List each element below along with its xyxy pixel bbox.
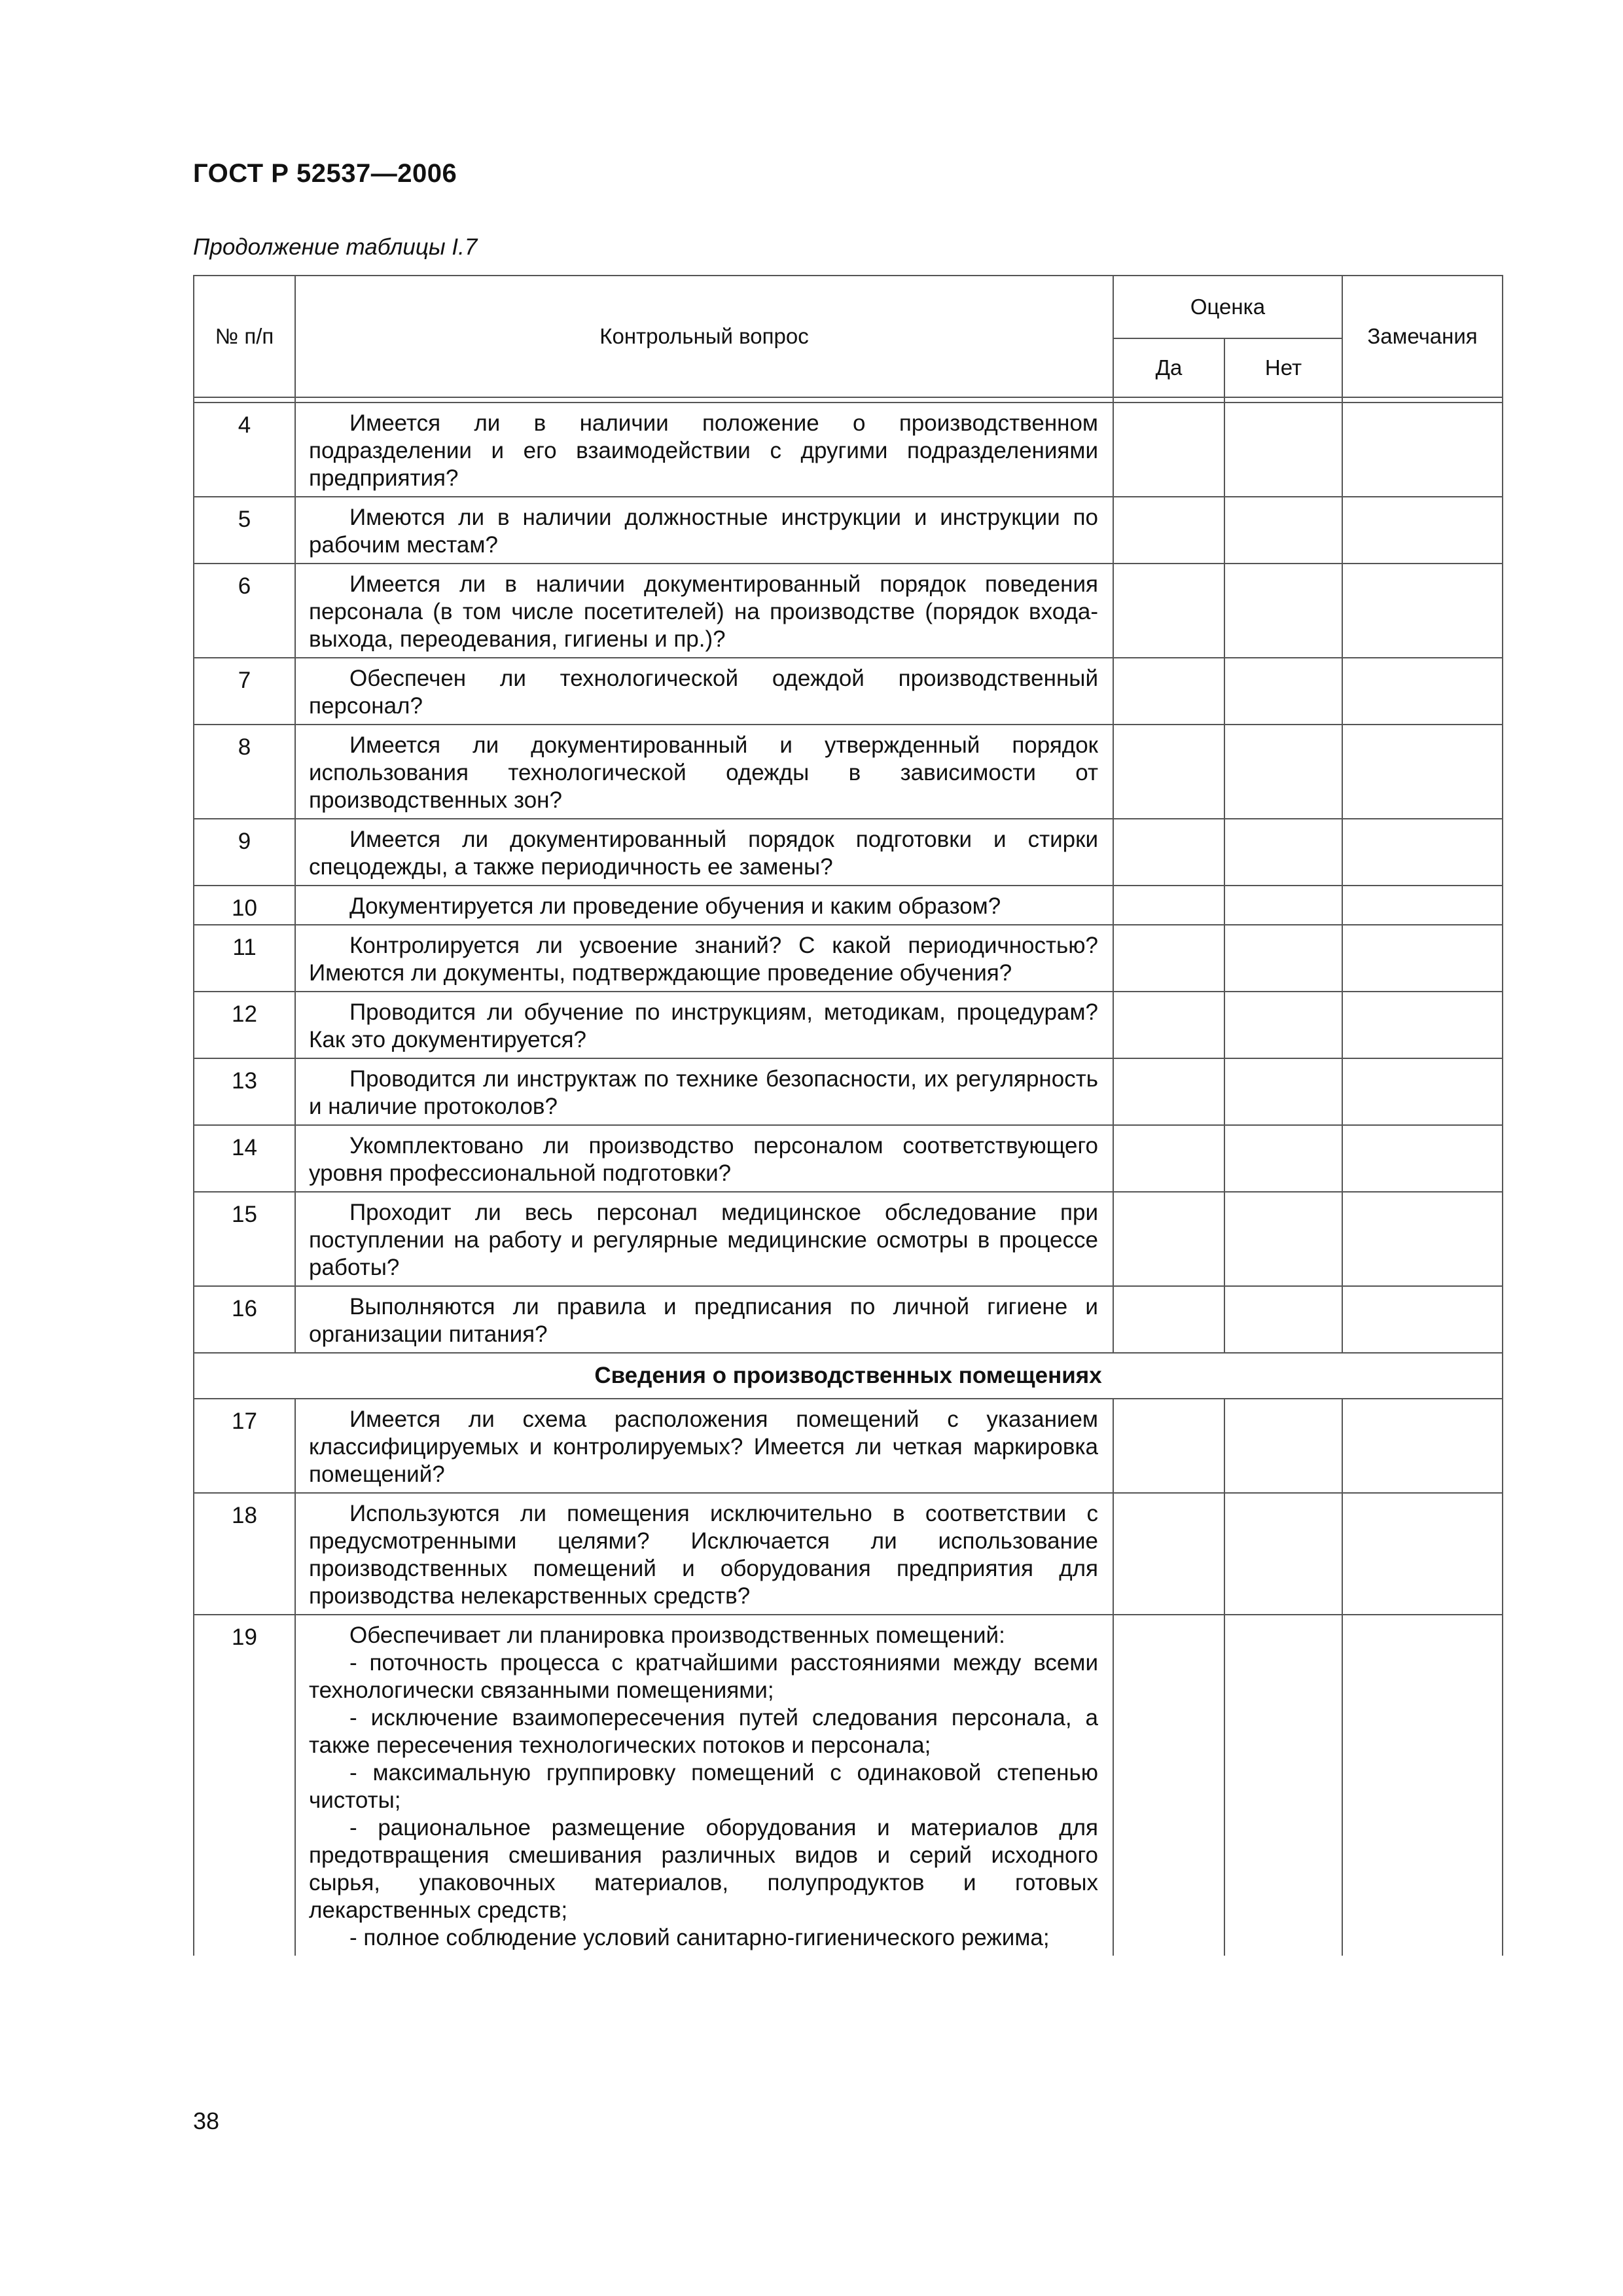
no-cell	[1224, 819, 1342, 886]
table-row	[194, 1493, 1503, 1615]
question-cell	[295, 1615, 1113, 1956]
col-header-yes: Да	[1113, 338, 1224, 397]
remarks-cell	[1342, 992, 1503, 1058]
table-row	[194, 886, 1503, 925]
no-cell	[1224, 1399, 1342, 1493]
yes-cell	[1113, 925, 1224, 992]
no-cell	[1224, 658, 1342, 725]
col-header-question: Контрольный вопрос	[295, 276, 1113, 397]
table-row	[194, 992, 1503, 1058]
question-text: Проходит ли весь персонал медицинское обследование при поступлении на работу и регулярные медицинские осмотры в процессе работы?	[309, 1200, 1098, 1280]
no-cell	[1224, 725, 1342, 819]
no-cell	[1224, 1615, 1342, 1956]
remarks-cell	[1342, 1615, 1503, 1956]
checklist-table	[193, 275, 1503, 1956]
no-cell	[1224, 1493, 1342, 1615]
table-row	[194, 819, 1503, 886]
no-cell	[1224, 1058, 1342, 1125]
no-cell	[1224, 925, 1342, 992]
question-text: Имеется ли документированный и утвержденный порядок использования технологической одежды в зависимости от производственных зон?	[309, 732, 1098, 813]
table-row	[194, 1192, 1503, 1286]
row-number: 8	[194, 725, 295, 819]
question-cell	[295, 1286, 1113, 1353]
table-row	[194, 403, 1503, 497]
question-text: Имеется ли в наличии положение о производственном подразделении и его взаимодействии с другими подразделениями предприятия?	[309, 410, 1098, 491]
section-title: Сведения о производственных помещениях	[194, 1353, 1503, 1399]
remarks-cell	[1342, 1399, 1503, 1493]
row-number: 10	[194, 886, 295, 925]
list-item: - поточность процесса с кратчайшими расстояниями между всеми технологически связанными помещениями;	[309, 1650, 1098, 1703]
row-number: 14	[194, 1125, 295, 1192]
row-number: 19	[194, 1615, 295, 1956]
question-text: Обеспечивает ли планировка производственных помещений:	[349, 1623, 1005, 1648]
no-cell	[1224, 1286, 1342, 1353]
table-row	[194, 658, 1503, 725]
remarks-cell	[1342, 725, 1503, 819]
list-item: - полное соблюдение условий санитарно-гигиенического режима;	[349, 1925, 1050, 1950]
yes-cell	[1113, 886, 1224, 925]
row-number: 6	[194, 564, 295, 658]
row-number: 5	[194, 497, 295, 564]
remarks-cell	[1342, 564, 1503, 658]
yes-cell	[1113, 992, 1224, 1058]
page-number: 38	[193, 2108, 220, 2134]
row-number: 13	[194, 1058, 295, 1125]
question-cell	[295, 819, 1113, 886]
list-item: - исключение взаимопересечения путей следования персонала, а также пересечения технологических потоков и персонала;	[309, 1705, 1098, 1758]
yes-cell	[1113, 497, 1224, 564]
question-cell	[295, 403, 1113, 497]
question-text: Используются ли помещения исключительно в соответствии с предусмотренными целями? Исключается ли использование производственных помещений и оборудования предприятия для производства нелекарственных средств?	[309, 1501, 1098, 1609]
list-item: - рациональное размещение оборудования и материалов для предотвращения смешивания различных видов и серий исходного сырья, упаковочных материалов, полупродуктов и готовых лекарственных средств;	[309, 1815, 1098, 1923]
table-caption: Продолжение таблицы I.7	[193, 234, 478, 260]
remarks-cell	[1342, 1286, 1503, 1353]
row-number: 12	[194, 992, 295, 1058]
remarks-cell	[1342, 925, 1503, 992]
section-row	[194, 1353, 1503, 1399]
remarks-cell	[1342, 658, 1503, 725]
row-number: 11	[194, 925, 295, 992]
remarks-cell	[1342, 497, 1503, 564]
yes-cell	[1113, 1192, 1224, 1286]
question-cell	[295, 1058, 1113, 1125]
question-text: Имеется ли схема расположения помещений с указанием классифицируемых и контролируемых? Имеется ли четкая маркировка помещений?	[309, 1407, 1098, 1487]
question-text: Выполняются ли правила и предписания по личной гигиене и организации питания?	[309, 1294, 1098, 1347]
table-row	[194, 497, 1503, 564]
no-cell	[1224, 403, 1342, 497]
document-header: ГОСТ Р 52537—2006	[193, 159, 457, 188]
yes-cell	[1113, 658, 1224, 725]
question-text: Имеются ли в наличии должностные инструкции и инструкции по рабочим местам?	[309, 505, 1098, 558]
question-cell	[295, 1192, 1113, 1286]
table-row	[194, 725, 1503, 819]
no-cell	[1224, 886, 1342, 925]
yes-cell	[1113, 1286, 1224, 1353]
yes-cell	[1113, 564, 1224, 658]
question-text: Обеспечен ли технологической одеждой производственный персонал?	[309, 666, 1098, 719]
no-cell	[1224, 992, 1342, 1058]
col-header-no: Нет	[1224, 338, 1342, 397]
question-cell	[295, 1125, 1113, 1192]
question-cell	[295, 886, 1113, 925]
question-text: Проводится ли обучение по инструкциям, методикам, процедурам? Как это документируется?	[309, 999, 1098, 1052]
question-cell	[295, 564, 1113, 658]
yes-cell	[1113, 1399, 1224, 1493]
question-text: Имеется ли в наличии документированный порядок поведения персонала (в том числе посетителей) на производстве (порядок входа-выхода, переодевания, гигиены и пр.)?	[309, 571, 1098, 652]
remarks-cell	[1342, 403, 1503, 497]
question-text: Имеется ли документированный порядок подготовки и стирки спецодежды, а также периодичность ее замены?	[309, 827, 1098, 880]
row-number: 7	[194, 658, 295, 725]
question-text: Укомплектовано ли производство персоналом соответствующего уровня профессиональной подготовки?	[309, 1133, 1098, 1186]
yes-cell	[1113, 1615, 1224, 1956]
question-text: Документируется ли проведение обучения и каким образом?	[349, 893, 1001, 919]
table-row	[194, 925, 1503, 992]
question-list	[309, 1622, 1098, 1952]
question-cell	[295, 1493, 1113, 1615]
remarks-cell	[1342, 886, 1503, 925]
table-row	[194, 1615, 1503, 1956]
table-row	[194, 1058, 1503, 1125]
yes-cell	[1113, 403, 1224, 497]
no-cell	[1224, 1192, 1342, 1286]
yes-cell	[1113, 1493, 1224, 1615]
remarks-cell	[1342, 1192, 1503, 1286]
question-cell	[295, 497, 1113, 564]
yes-cell	[1113, 1058, 1224, 1125]
row-number: 9	[194, 819, 295, 886]
remarks-cell	[1342, 1493, 1503, 1615]
row-number: 4	[194, 403, 295, 497]
question-text: Проводится ли инструктаж по технике безопасности, их регулярность и наличие протоколов?	[309, 1066, 1098, 1119]
col-header-num: № п/п	[194, 276, 295, 397]
list-item: - максимальную группировку помещений с одинаковой степенью чистоты;	[309, 1760, 1098, 1813]
remarks-cell	[1342, 1058, 1503, 1125]
remarks-cell	[1342, 1125, 1503, 1192]
yes-cell	[1113, 725, 1224, 819]
question-text: Контролируется ли усвоение знаний? С какой периодичностью? Имеются ли документы, подтверждающие проведение обучения?	[309, 933, 1098, 986]
no-cell	[1224, 564, 1342, 658]
col-header-remarks: Замечания	[1342, 276, 1503, 397]
table-row	[194, 564, 1503, 658]
table-row	[194, 1286, 1503, 1353]
no-cell	[1224, 497, 1342, 564]
table-row	[194, 1399, 1503, 1493]
remarks-cell	[1342, 819, 1503, 886]
no-cell	[1224, 1125, 1342, 1192]
question-cell	[295, 925, 1113, 992]
yes-cell	[1113, 819, 1224, 886]
table-row	[194, 1125, 1503, 1192]
row-number: 17	[194, 1399, 295, 1493]
question-cell	[295, 658, 1113, 725]
col-header-score: Оценка	[1113, 276, 1342, 338]
question-cell	[295, 725, 1113, 819]
question-cell	[295, 992, 1113, 1058]
yes-cell	[1113, 1125, 1224, 1192]
row-number: 15	[194, 1192, 295, 1286]
row-number: 16	[194, 1286, 295, 1353]
question-cell	[295, 1399, 1113, 1493]
row-number: 18	[194, 1493, 295, 1615]
